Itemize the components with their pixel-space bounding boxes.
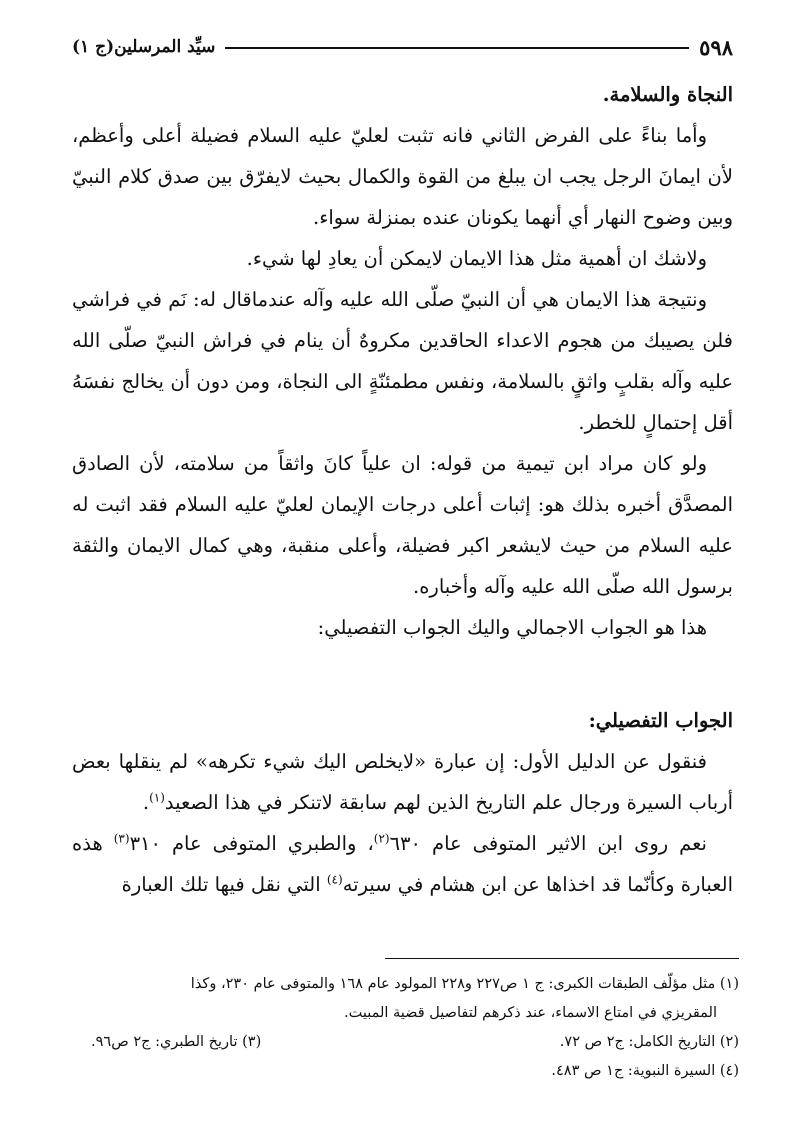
paragraph-text: هذه العبارة وكأنّما قد اخذاها عن ابن هشام في سيرته [72, 832, 733, 896]
body-block-2 [72, 700, 733, 905]
running-title: سيِّد المرسلين(ج ١) [72, 37, 216, 57]
paragraph-text: فنقول عن الدليل الأول: إن عبارة «لايخلص اليك شيء تكرهه» لم ينقلها بعض أرباب السيرة ورجال علم التاريخ الذين لهم سابقة لاتنكر في هذا الصعيد [72, 750, 733, 814]
footnote-marker: (٢) [373, 831, 390, 846]
footnote-marker: (١) [149, 790, 165, 805]
paragraph-text: ، والطبري المتوفى عام ٣١٠ [129, 832, 374, 855]
paragraph: هذا هو الجواب الاجمالي واليك الجواب التفصيلي: [317, 616, 707, 639]
paragraph-text: نعم روى ابن الاثير المتوفى عام ٦٣٠ [389, 832, 707, 855]
page-number: ٥٩٨ [699, 34, 733, 60]
header-rule [225, 47, 689, 49]
paragraph [72, 823, 733, 905]
paragraph: ولاشك ان أهمية مثل هذا الايمان لايمكن أن يعادِ لها شيء. [246, 247, 707, 270]
paragraph: ونتيجة هذا الايمان هي أن النبيّ صلّى الله عليه وآله عندماقال له: نَم في فراشي فلن يصيبك من هجوم الاعداء الحاقدين مكروهٌ أن ينام في فراش النبيّ صلّى الله عليه وآله بقلبٍ واثقٍ بالسلامة، ونفس مطمئنّةٍ الى النجاة، ومن دون أن يخالج نفسَهُ أقل إحتمالٍ للخطر. [72, 288, 733, 434]
footnote: (٤) السيرة النبوية: ج١ ص ٤٨٣. [551, 1063, 739, 1079]
footnote: (٢) التاريخ الكامل: ج٢ ص ٧٢. [559, 1034, 739, 1050]
paragraph-text: . [142, 791, 150, 814]
body-block-1 [72, 74, 733, 648]
paragraph-text: التي نقل فيها تلك العبارة [121, 873, 327, 896]
footnote: (٣) تاريخ الطبري: ج٢ ص٩٦. [91, 1034, 262, 1050]
paragraph [72, 741, 733, 823]
footnotes [71, 970, 739, 1086]
footnote-marker: (٤) [326, 872, 343, 887]
section-heading: الجواب التفصيلي: [588, 709, 733, 732]
page-header [72, 30, 733, 64]
footnote-continuation: المقريزي في امتاع الاسماء، عند ذكرهم لتفاصيل قضية المبيت. [343, 1005, 717, 1021]
footnote-marker: (٣) [113, 831, 130, 846]
footnote-row [71, 1028, 739, 1057]
paragraph: وأما بناءً على الفرض الثاني فانه تثبت لعليّ عليه السلام فضيلة أعلى وأعظم، لأن ايمانَ الرجل يجب ان يبلغ من القوة والكمال بحيث لايفرّق بين صدق كلام النبيّ وبين وضوح النهار أي أنهما يكونان عنده بمنزلة سواء. [72, 124, 733, 229]
paragraph: النجاة والسلامة. [602, 83, 733, 106]
footnote-divider [385, 958, 739, 959]
footnote: (١) مثل مؤلّف الطبقات الكبرى: ج ١ ص٢٢٧ و٢٢٨ المولود عام ١٦٨ والمتوفى عام ٢٣٠، وكذا [190, 976, 739, 992]
paragraph: ولو كان مراد ابن تيمية من قوله: ان علياً كانَ واثقاً من سلامته، لأن الصادق المصدَّق أخبره بذلك هو: إثبات أعلى درجات الإيمان لعليّ عليه السلام فقد اثبت له عليه السلام من حيث لايشعر اكبر فضيلة، وأعلى منقبة، وهي كمال الايمان والثقة برسول الله صلّى الله عليه وآله وأخباره. [72, 452, 733, 598]
